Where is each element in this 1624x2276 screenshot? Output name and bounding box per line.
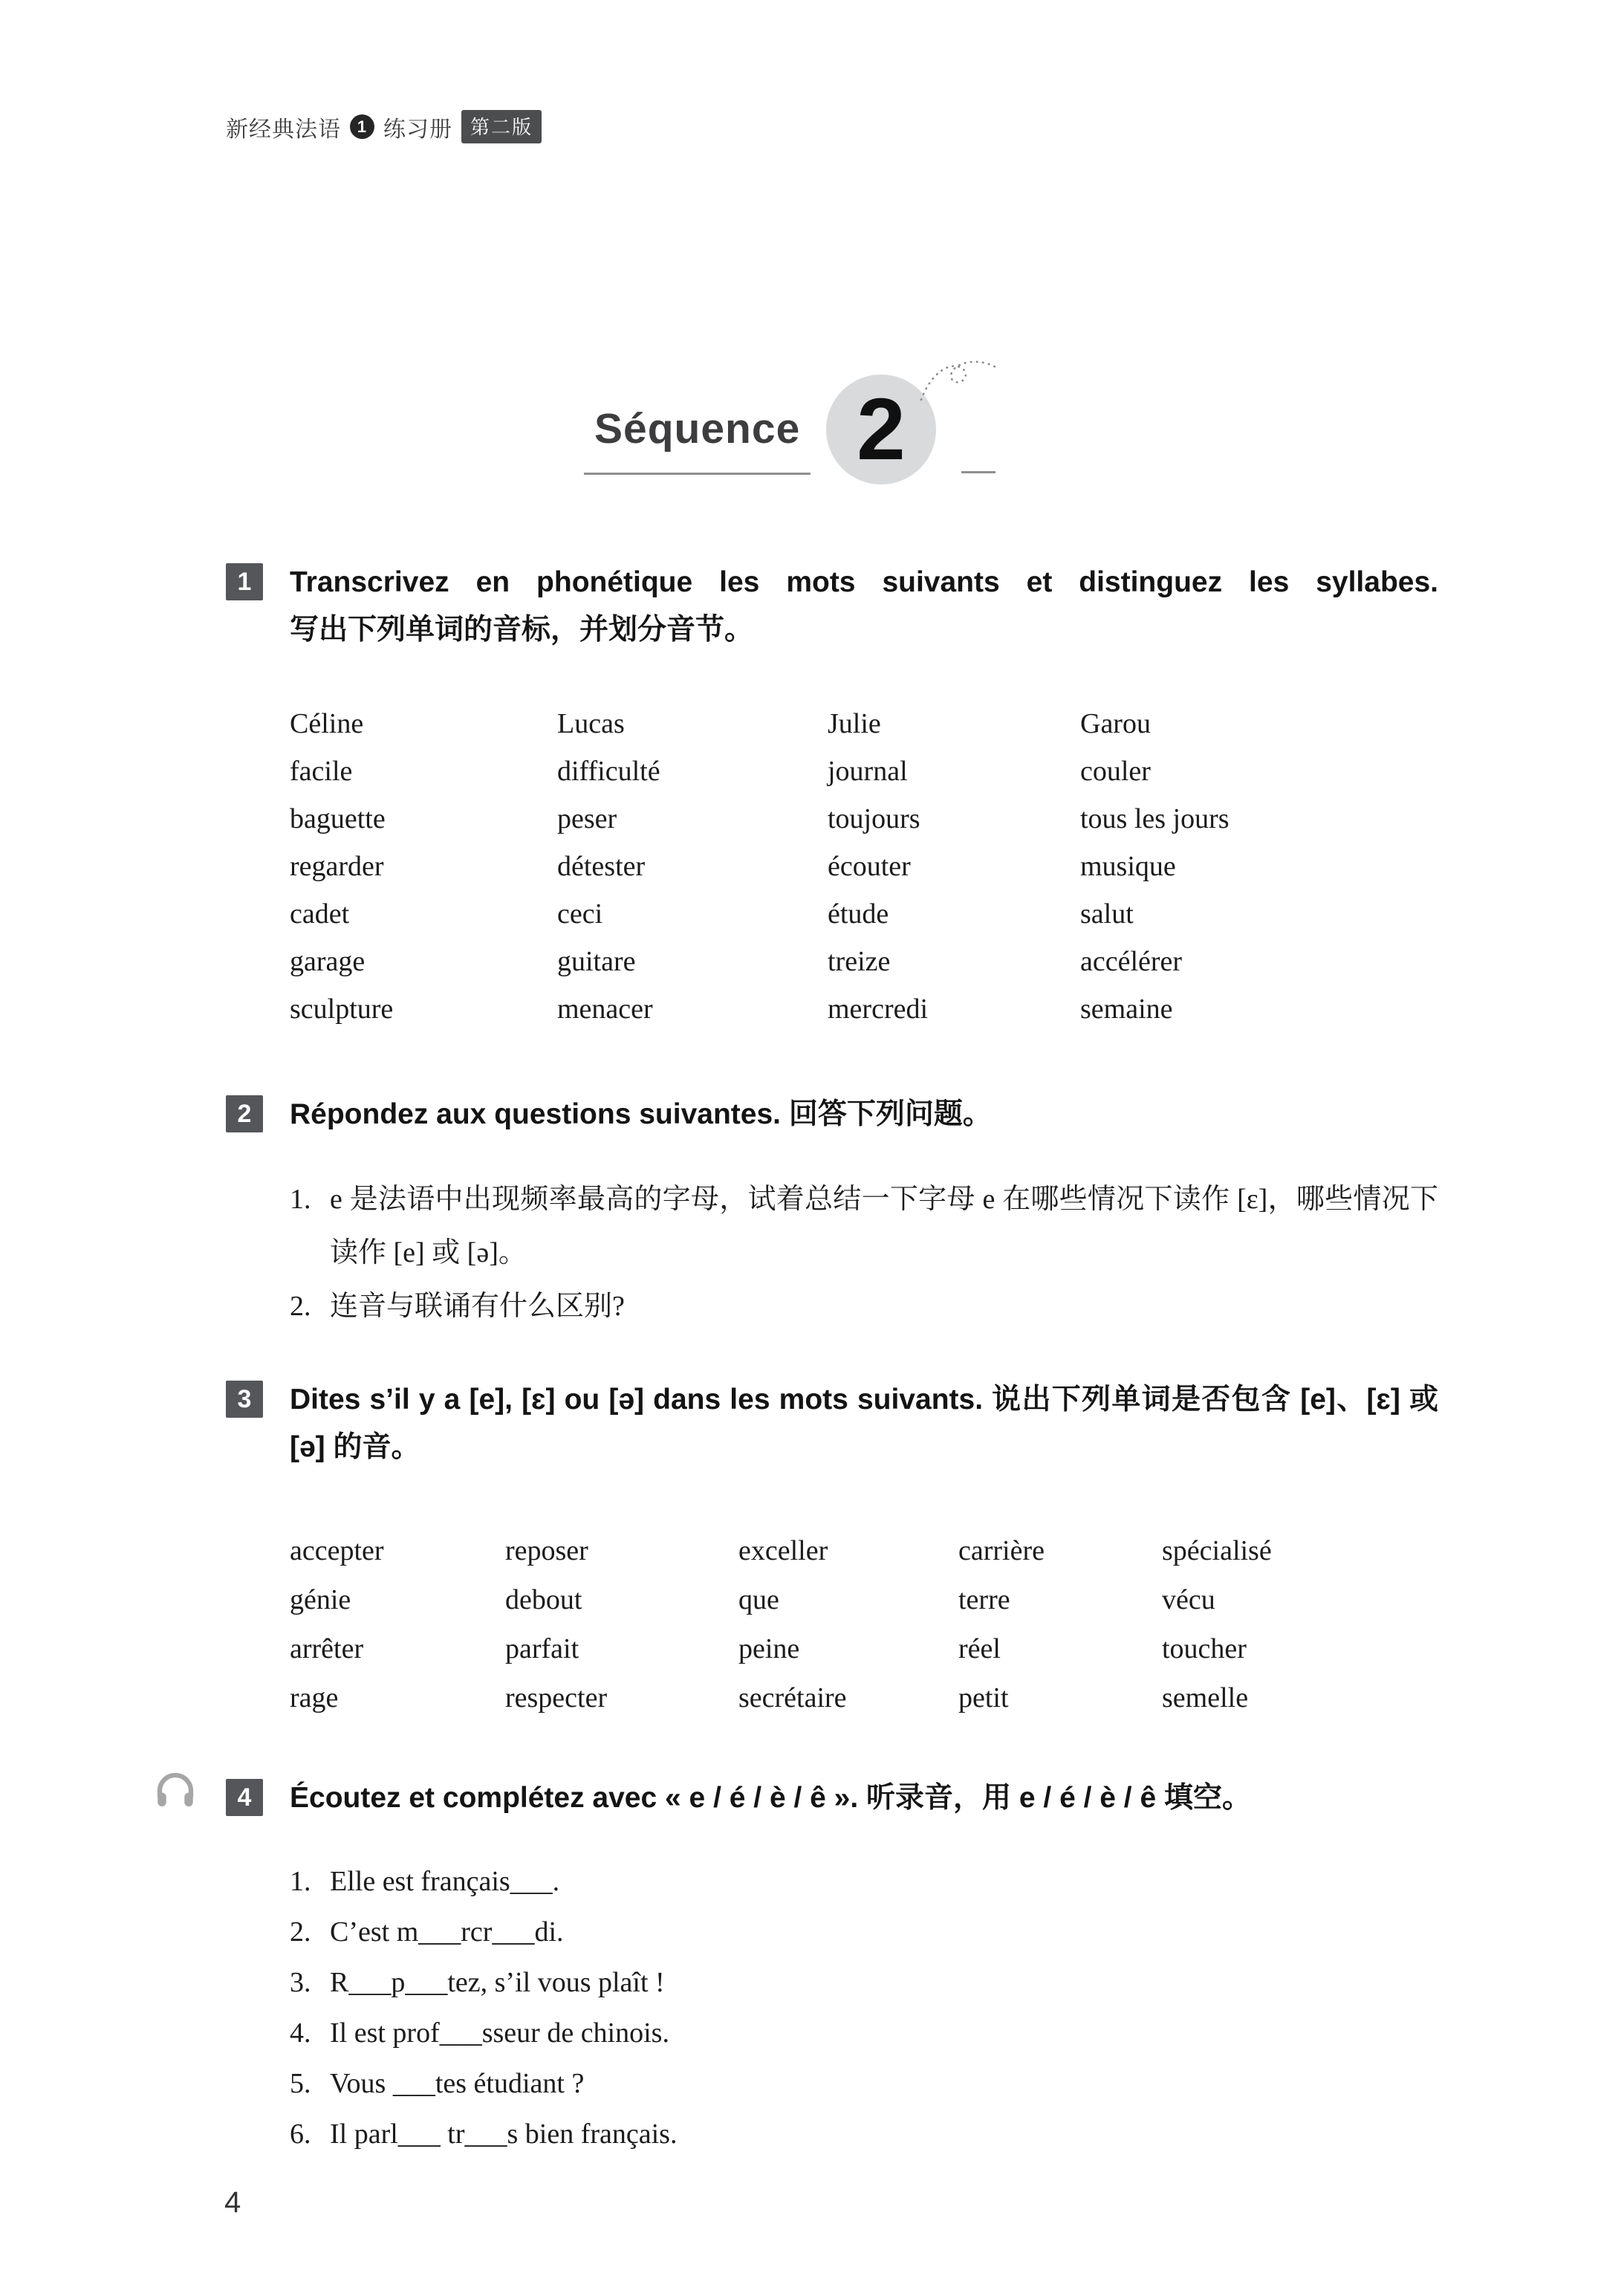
question-item xyxy=(290,1173,1438,1280)
exercise-4-title-fr: Écoutez et complétez avec « e / é / è / ê ». xyxy=(290,1782,859,1814)
sentence-item xyxy=(290,2109,1438,2159)
sequence-number: 2 xyxy=(857,380,906,479)
item-number: 1. xyxy=(290,1184,311,1215)
word-cell: respecter xyxy=(505,1682,608,1714)
word-cell: vécu xyxy=(1162,1584,1215,1615)
exercise-4-title-zh: 听录音，用 e / é / è / ê 填空。 xyxy=(866,1782,1251,1814)
word-cell: semelle xyxy=(1162,1682,1249,1714)
book-type: 练习册 xyxy=(383,117,452,142)
word-cell: semaine xyxy=(1080,993,1173,1025)
word-cell: arrêter xyxy=(290,1633,364,1664)
word-cell: baguette xyxy=(290,803,386,834)
exercise-1-title-zh: 写出下列单词的音标，并划分音节。 xyxy=(290,614,754,646)
word-cell: debout xyxy=(505,1584,582,1615)
item-text: Il est prof___sseur de chinois. xyxy=(330,2017,669,2049)
item-text: 连音与联诵有什么区别? xyxy=(330,1291,625,1322)
exercise-3-number-badge: 3 xyxy=(226,1381,263,1418)
running-head xyxy=(226,110,542,143)
word-cell: étude xyxy=(828,898,889,930)
item-text: C’est m___rcr___di. xyxy=(330,1916,564,1948)
word-cell: cadet xyxy=(290,898,350,930)
sentence-item xyxy=(290,1907,1438,1957)
exercise-2-title xyxy=(290,1091,1438,1138)
word-cell: musique xyxy=(1080,851,1176,882)
word-cell: rage xyxy=(290,1682,339,1714)
word-cell: tous les jours xyxy=(1080,803,1230,834)
item-number: 5. xyxy=(290,2068,311,2099)
exercise-1-number-badge: 1 xyxy=(226,563,263,600)
sentence-item xyxy=(290,1856,1438,1907)
word-cell: mercredi xyxy=(828,993,929,1025)
word-cell: menacer xyxy=(557,993,653,1025)
item-number: 4. xyxy=(290,2017,311,2049)
exercise-1-title xyxy=(290,559,1438,654)
exercise-3-word-grid xyxy=(290,1526,1438,1722)
exercise-3-title-fr: Dites s’il y a [e], [ɛ] ou [ə] dans les mots suivants. xyxy=(290,1384,984,1416)
exercise-1-word-grid xyxy=(290,700,1438,1033)
sequence-label: Séquence xyxy=(584,404,811,475)
exercise-1-body xyxy=(290,559,1438,1033)
exercise-3-title xyxy=(290,1376,1438,1471)
exercise-2-section xyxy=(226,1091,1444,1333)
sentence-item xyxy=(290,1957,1438,2008)
series-title: 新经典法语 xyxy=(226,117,341,142)
word-cell: Céline xyxy=(290,708,364,739)
word-cell: réel xyxy=(958,1633,1001,1664)
word-cell: regarder xyxy=(290,851,384,882)
exercise-4-title xyxy=(290,1774,1438,1822)
word-cell: guitare xyxy=(557,946,636,977)
page-number: 4 xyxy=(224,2186,241,2219)
word-cell: génie xyxy=(290,1584,351,1615)
headphone-audio-icon xyxy=(153,1768,198,1813)
word-cell: spécialisé xyxy=(1162,1535,1272,1566)
word-cell: reposer xyxy=(505,1535,588,1566)
edition-badge: 第二版 xyxy=(461,110,542,143)
item-text: R___p___tez, s’il vous plaît ! xyxy=(330,1967,665,1998)
word-cell: peine xyxy=(738,1633,800,1664)
item-number: 2. xyxy=(290,1916,311,1948)
exercise-2-question-list xyxy=(290,1173,1438,1333)
item-text: Elle est français___. xyxy=(330,1866,560,1897)
word-cell: terre xyxy=(958,1584,1010,1615)
word-cell: petit xyxy=(958,1682,1009,1714)
word-cell: accélérer xyxy=(1080,946,1183,977)
item-number: 6. xyxy=(290,2118,311,2150)
item-text: Vous ___tes étudiant ? xyxy=(330,2068,585,2099)
word-cell: accepter xyxy=(290,1535,384,1566)
item-number: 3. xyxy=(290,1967,311,1998)
exercise-4-section xyxy=(226,1774,1444,2159)
item-number: 1. xyxy=(290,1866,311,1897)
exercise-4-body xyxy=(290,1774,1438,2159)
word-cell: toucher xyxy=(1162,1633,1247,1664)
item-text: e 是法语中出现频率最高的字母，试着总结一下字母 e 在哪些情况下读作 [ɛ]，哪些情况下读作 [e] 或 [ə]。 xyxy=(330,1184,1438,1268)
word-cell: secrétaire xyxy=(738,1682,847,1714)
word-cell: exceller xyxy=(738,1535,828,1566)
sentence-item xyxy=(290,2058,1438,2109)
item-text: Il parl___ tr___s bien français. xyxy=(330,2118,678,2150)
word-cell: facile xyxy=(290,756,353,787)
word-cell: toujours xyxy=(828,803,920,834)
exercise-4-sentence-list xyxy=(290,1856,1438,2159)
word-cell: détester xyxy=(557,851,646,882)
exercise-3-title-zh: 说出下列单词是否包含 [e]、[ɛ] 或 [ə] 的音。 xyxy=(290,1384,1438,1463)
word-cell: écouter xyxy=(828,851,911,882)
exercise-2-number-badge: 2 xyxy=(226,1095,263,1132)
word-cell: parfait xyxy=(505,1633,579,1664)
exercise-2-title-fr: Répondez aux questions suivantes. xyxy=(290,1098,781,1130)
word-cell: garage xyxy=(290,946,366,977)
word-cell: ceci xyxy=(557,898,603,930)
volume-number: 1 xyxy=(357,117,368,136)
sequence-underline-tail xyxy=(961,471,995,473)
word-cell: difficulté xyxy=(557,756,660,787)
exercise-1-section xyxy=(226,559,1444,1033)
word-cell: Lucas xyxy=(557,708,625,739)
exercise-1-title-fr: Transcrivez en phonétique les mots suivants et distinguez les syllabes. xyxy=(290,566,1438,598)
word-cell: salut xyxy=(1080,898,1134,930)
word-cell: carrière xyxy=(958,1535,1045,1566)
volume-number-icon xyxy=(350,114,374,139)
word-cell: treize xyxy=(828,946,891,977)
swirl-decoration-icon xyxy=(917,357,1000,404)
word-cell: couler xyxy=(1080,756,1151,787)
question-item xyxy=(290,1280,1438,1333)
exercise-3-body xyxy=(290,1376,1438,1722)
word-cell: sculpture xyxy=(290,993,394,1025)
exercise-2-title-zh: 回答下列问题。 xyxy=(788,1098,992,1130)
word-cell: que xyxy=(738,1584,779,1615)
item-number: 2. xyxy=(290,1291,311,1322)
word-cell: journal xyxy=(828,756,908,787)
word-cell: peser xyxy=(557,803,617,834)
sentence-item xyxy=(290,2008,1438,2058)
exercise-4-number-badge: 4 xyxy=(226,1779,263,1816)
word-cell: Garou xyxy=(1080,708,1151,739)
word-cell: Julie xyxy=(828,708,881,739)
exercise-3-section xyxy=(226,1376,1444,1722)
exercise-2-body xyxy=(290,1091,1438,1333)
